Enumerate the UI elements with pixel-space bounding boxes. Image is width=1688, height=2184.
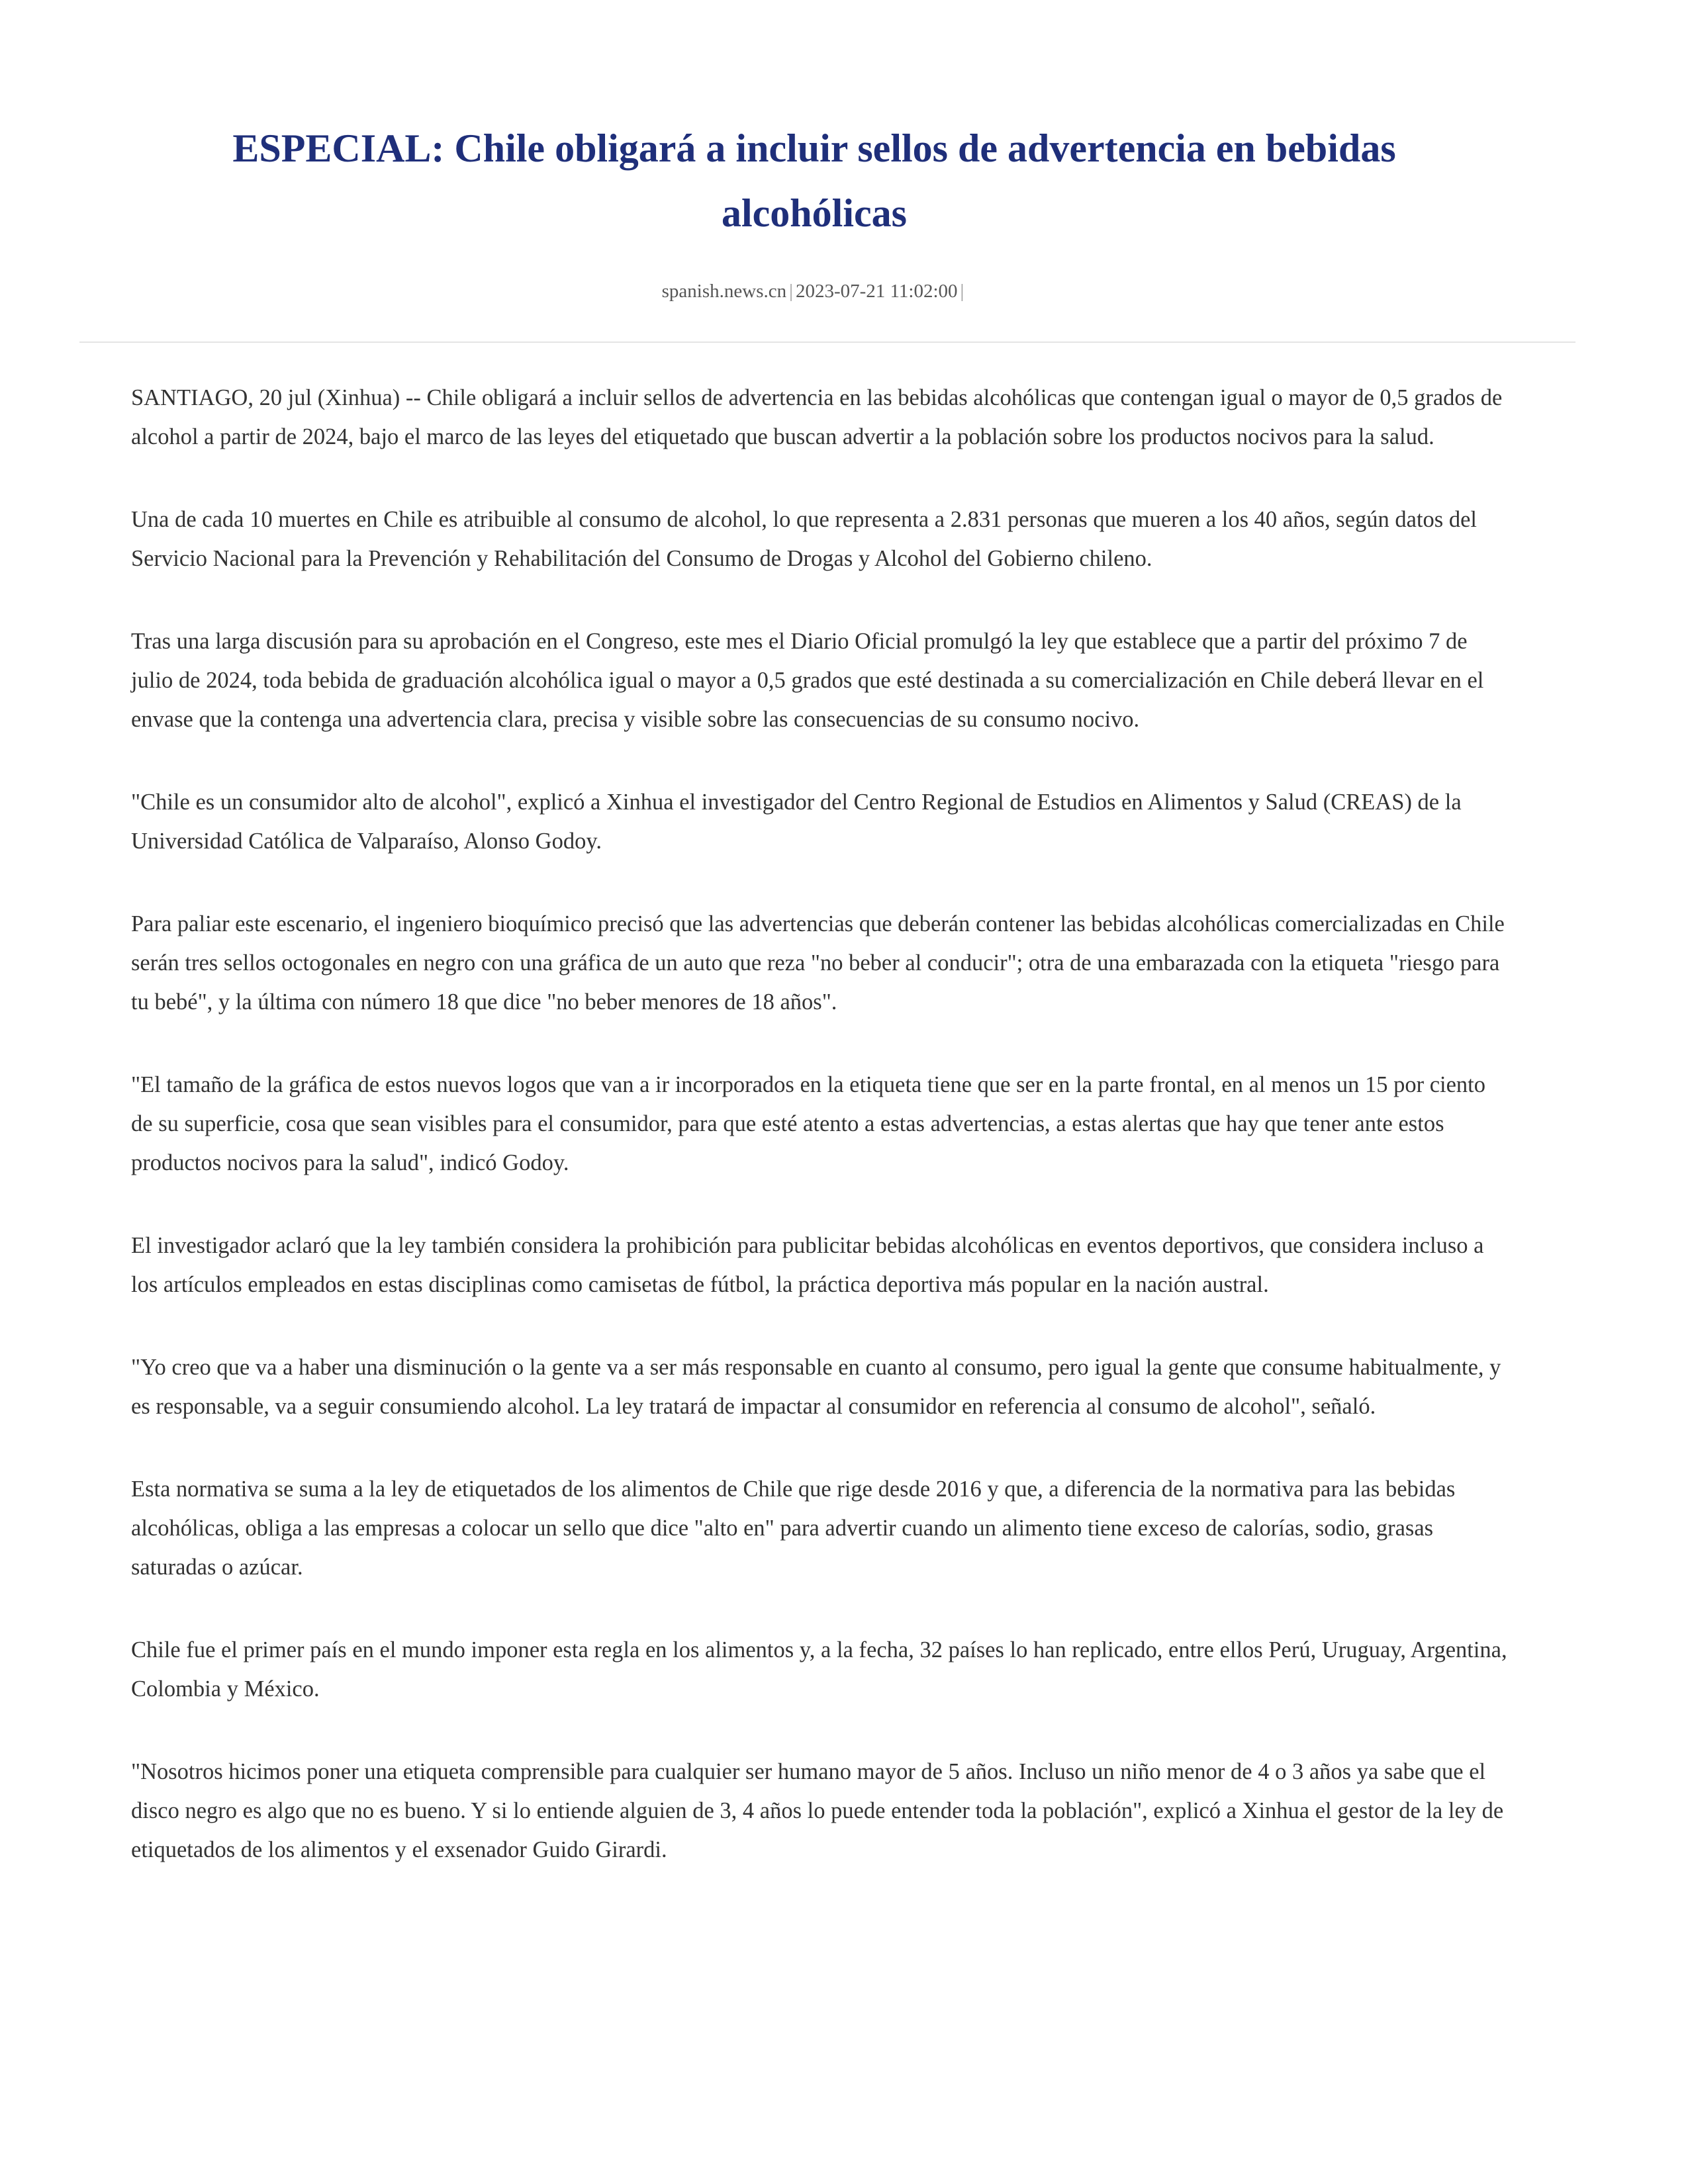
meta-separator: | — [960, 281, 964, 302]
article-paragraph: "Chile es un consumidor alto de alcohol", explicó a Xinhua el investigador del Centro Regional de Estudios en Alimentos y Salud (CREAS) de la Universidad Católica de Valparaíso, Alonso Godoy. — [131, 790, 1462, 854]
article-paragraph: SANTIAGO, 20 jul (Xinhua) -- Chile obligará a incluir sellos de advertencia en las bebidas alcohólicas que contengan igual o mayor de 0,5 grados de alcohol a partir de 2024, bajo el marco de las leyes del etiquetado que buscan advertir a la población sobre los productos nocivos para la salud. — [131, 385, 1503, 449]
article-paragraph: Para paliar este escenario, el ingeniero bioquímico precisó que las advertencias que deberán contener las bebidas alcohólicas comercializadas en Chile serán tres sellos octogonales en negro con una gráfica de un auto que reza "no beber al conducir"; otra de una embarazada con la etiqueta "riesgo para tu bebé", y la última con número 18 que dice "no beber menores de 18 años". — [131, 911, 1505, 1015]
article-paragraph: Tras una larga discusión para su aprobación en el Congreso, este mes el Diario Oficial promulgó la ley que establece que a partir del próximo 7 de julio de 2024, toda bebida de graduación alcohólica igual o mayor a 0,5 grados que esté destinada a su comercialización en Chile deberá llevar en el envase que la contenga una advertencia clara, precisa y visible sobre las consecuencias de su consumo nocivo. — [131, 629, 1484, 732]
article-paragraph: Una de cada 10 muertes en Chile es atribuible al consumo de alcohol, lo que representa a 2.831 personas que mueren a los 40 años, según datos del Servicio Nacional para la Prevención y Rehabilitación del Consumo de Drogas y Alcohol del Gobierno chileno. — [131, 507, 1477, 571]
article-meta — [185, 278, 1443, 304]
article-source: spanish.news.cn — [661, 281, 787, 302]
article-paragraph: "Nosotros hicimos poner una etiqueta comprensible para cualquier ser humano mayor de 5 años. Incluso un niño menor de 4 o 3 años ya sabe que el disco negro es algo que no es bueno. Y si lo entiende alguien de 3, 4 años lo puede entender toda la población", explicó a Xinhua el gestor de la ley de etiquetados de los alimentos y el exsenador Guido Girardi. — [131, 1759, 1504, 1862]
article-paragraph: Chile fue el primer país en el mundo imponer esta regla en los alimentos y, a la fecha, 32 países lo han replicado, entre ellos Perú, Uruguay, Argentina, Colombia y México. — [131, 1637, 1507, 1702]
header-divider — [79, 341, 1575, 343]
article-paragraph: El investigador aclaró que la ley también considera la prohibición para publicitar bebidas alcohólicas en eventos deportivos, que considera incluso a los artículos empleados en estas disciplinas como camisetas de fútbol, la práctica deportiva más popular en la nación austral. — [131, 1233, 1484, 1297]
article-title: ESPECIAL: Chile obligará a incluir sellos de advertencia en bebidas alcohólicas — [232, 126, 1396, 235]
article-datetime: 2023-07-21 11:02:00 — [795, 281, 958, 302]
article-paragraph: Esta normativa se suma a la ley de etiquetados de los alimentos de Chile que rige desde 2016 y que, a diferencia de la normativa para las bebidas alcohólicas, obliga a las empresas a colocar un sello que dice "alto en" para advertir cuando un alimento tiene exceso de calorías, sodio, grasas saturadas o azúcar. — [131, 1477, 1456, 1580]
article-paragraph: "El tamaño de la gráfica de estos nuevos logos que van a ir incorporados en la etiqueta tiene que ser en la parte frontal, en al menos un 15 por ciento de su superficie, cosa que sean visibles para el consumidor, para que esté atento a estas advertencias, a estas alertas que hay que tener ante estos productos nocivos para la salud", indicó Godoy. — [131, 1072, 1485, 1175]
article-paragraph: "Yo creo que va a haber una disminución o la gente va a ser más responsable en cuanto al consumo, pero igual la gente que consume habitualmente, y es responsable, va a seguir consumiendo alcohol. La ley tratará de impactar al consumidor en referencia al consumo de alcohol", señaló. — [131, 1355, 1501, 1419]
meta-separator: | — [789, 281, 793, 302]
article-body — [131, 379, 1508, 1913]
